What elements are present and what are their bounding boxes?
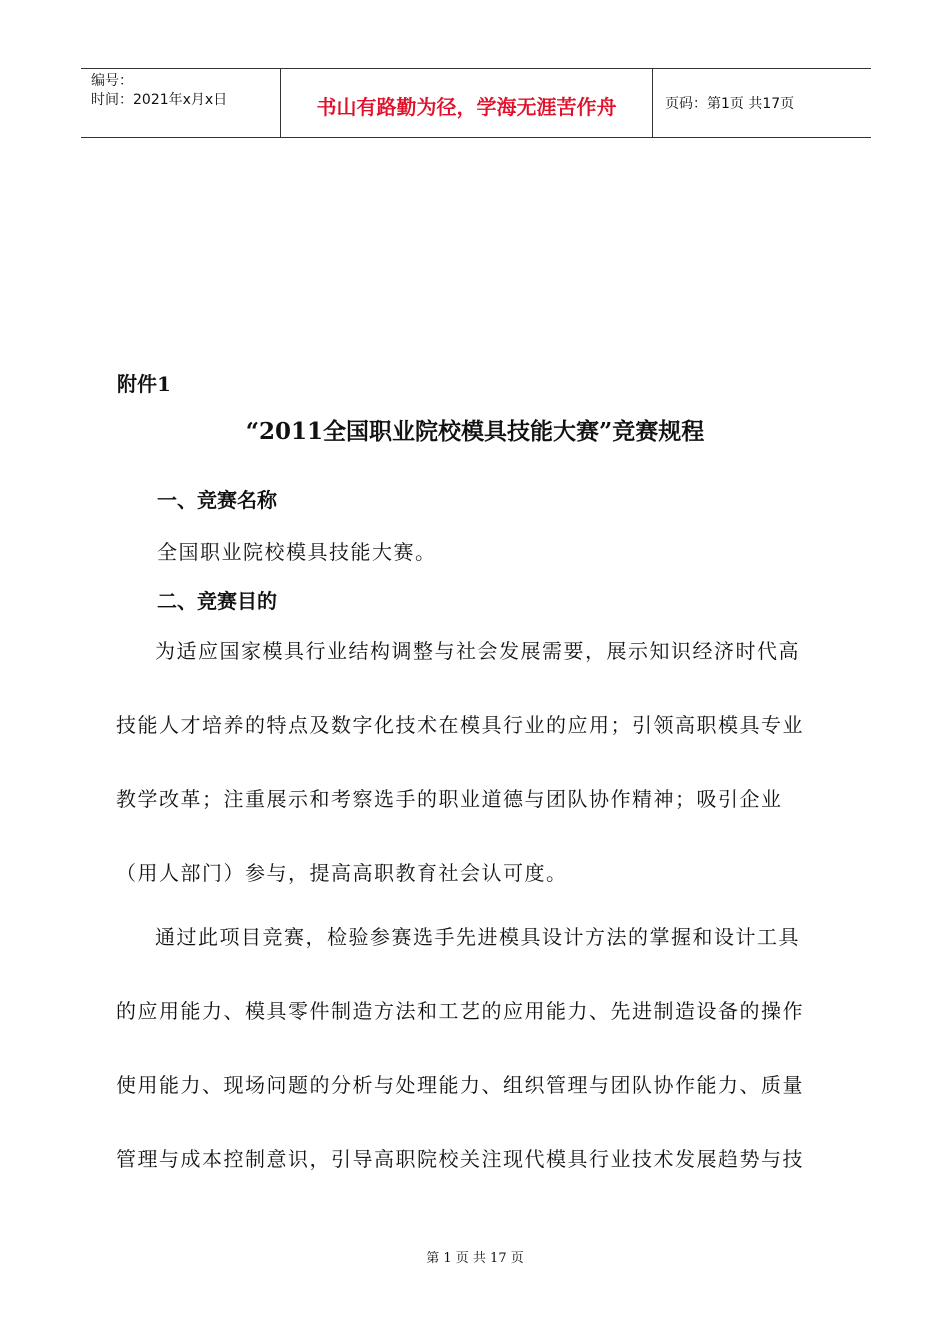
paragraph-line: 的应用能力、模具零件制造方法和工艺的应用能力、先进制造设备的操作 bbox=[116, 999, 804, 1023]
paragraph-line: 通过此项目竞赛，检验参赛选手先进模具设计方法的掌握和设计工具 bbox=[155, 925, 800, 949]
section-heading-name: 一、竞赛名称 bbox=[157, 488, 277, 512]
section-name-text: 全国职业院校模具技能大赛。 bbox=[157, 540, 437, 564]
paragraph-line: 使用能力、现场问题的分析与处理能力、组织管理与团队协作能力、质量 bbox=[116, 1073, 804, 1097]
annex-label: 附件1 bbox=[117, 372, 171, 396]
document-title: “2011全国职业院校模具技能大赛”竞赛规程 bbox=[245, 418, 705, 445]
header-page-info: 页码：第1页 共17页 bbox=[665, 96, 795, 112]
header-motto: 书山有路勤为径，学海无涯苦作舟 bbox=[281, 69, 653, 137]
page-header bbox=[81, 68, 871, 138]
paragraph-line: （用人部门）参与，提高高职教育社会认可度。 bbox=[116, 861, 568, 885]
header-meta bbox=[81, 69, 281, 137]
document-time-label: 时间：2021年x月x日 bbox=[91, 92, 228, 108]
paragraph-line: 为适应国家模具行业结构调整与社会发展需要，展示知识经济时代高 bbox=[155, 639, 800, 663]
document-number-label: 编号： bbox=[91, 73, 133, 89]
paragraph-line: 技能人才培养的特点及数字化技术在模具行业的应用；引领高职模具专业 bbox=[116, 713, 804, 737]
section-heading-purpose: 二、竞赛目的 bbox=[157, 589, 277, 613]
page-footer: 第 1 页 共 17 页 bbox=[426, 1251, 524, 1266]
paragraph-line: 管理与成本控制意识，引导高职院校关注现代模具行业技术发展趋势与技 bbox=[116, 1147, 804, 1171]
paragraph-line: 教学改革；注重展示和考察选手的职业道德与团队协作精神；吸引企业 bbox=[116, 787, 783, 811]
